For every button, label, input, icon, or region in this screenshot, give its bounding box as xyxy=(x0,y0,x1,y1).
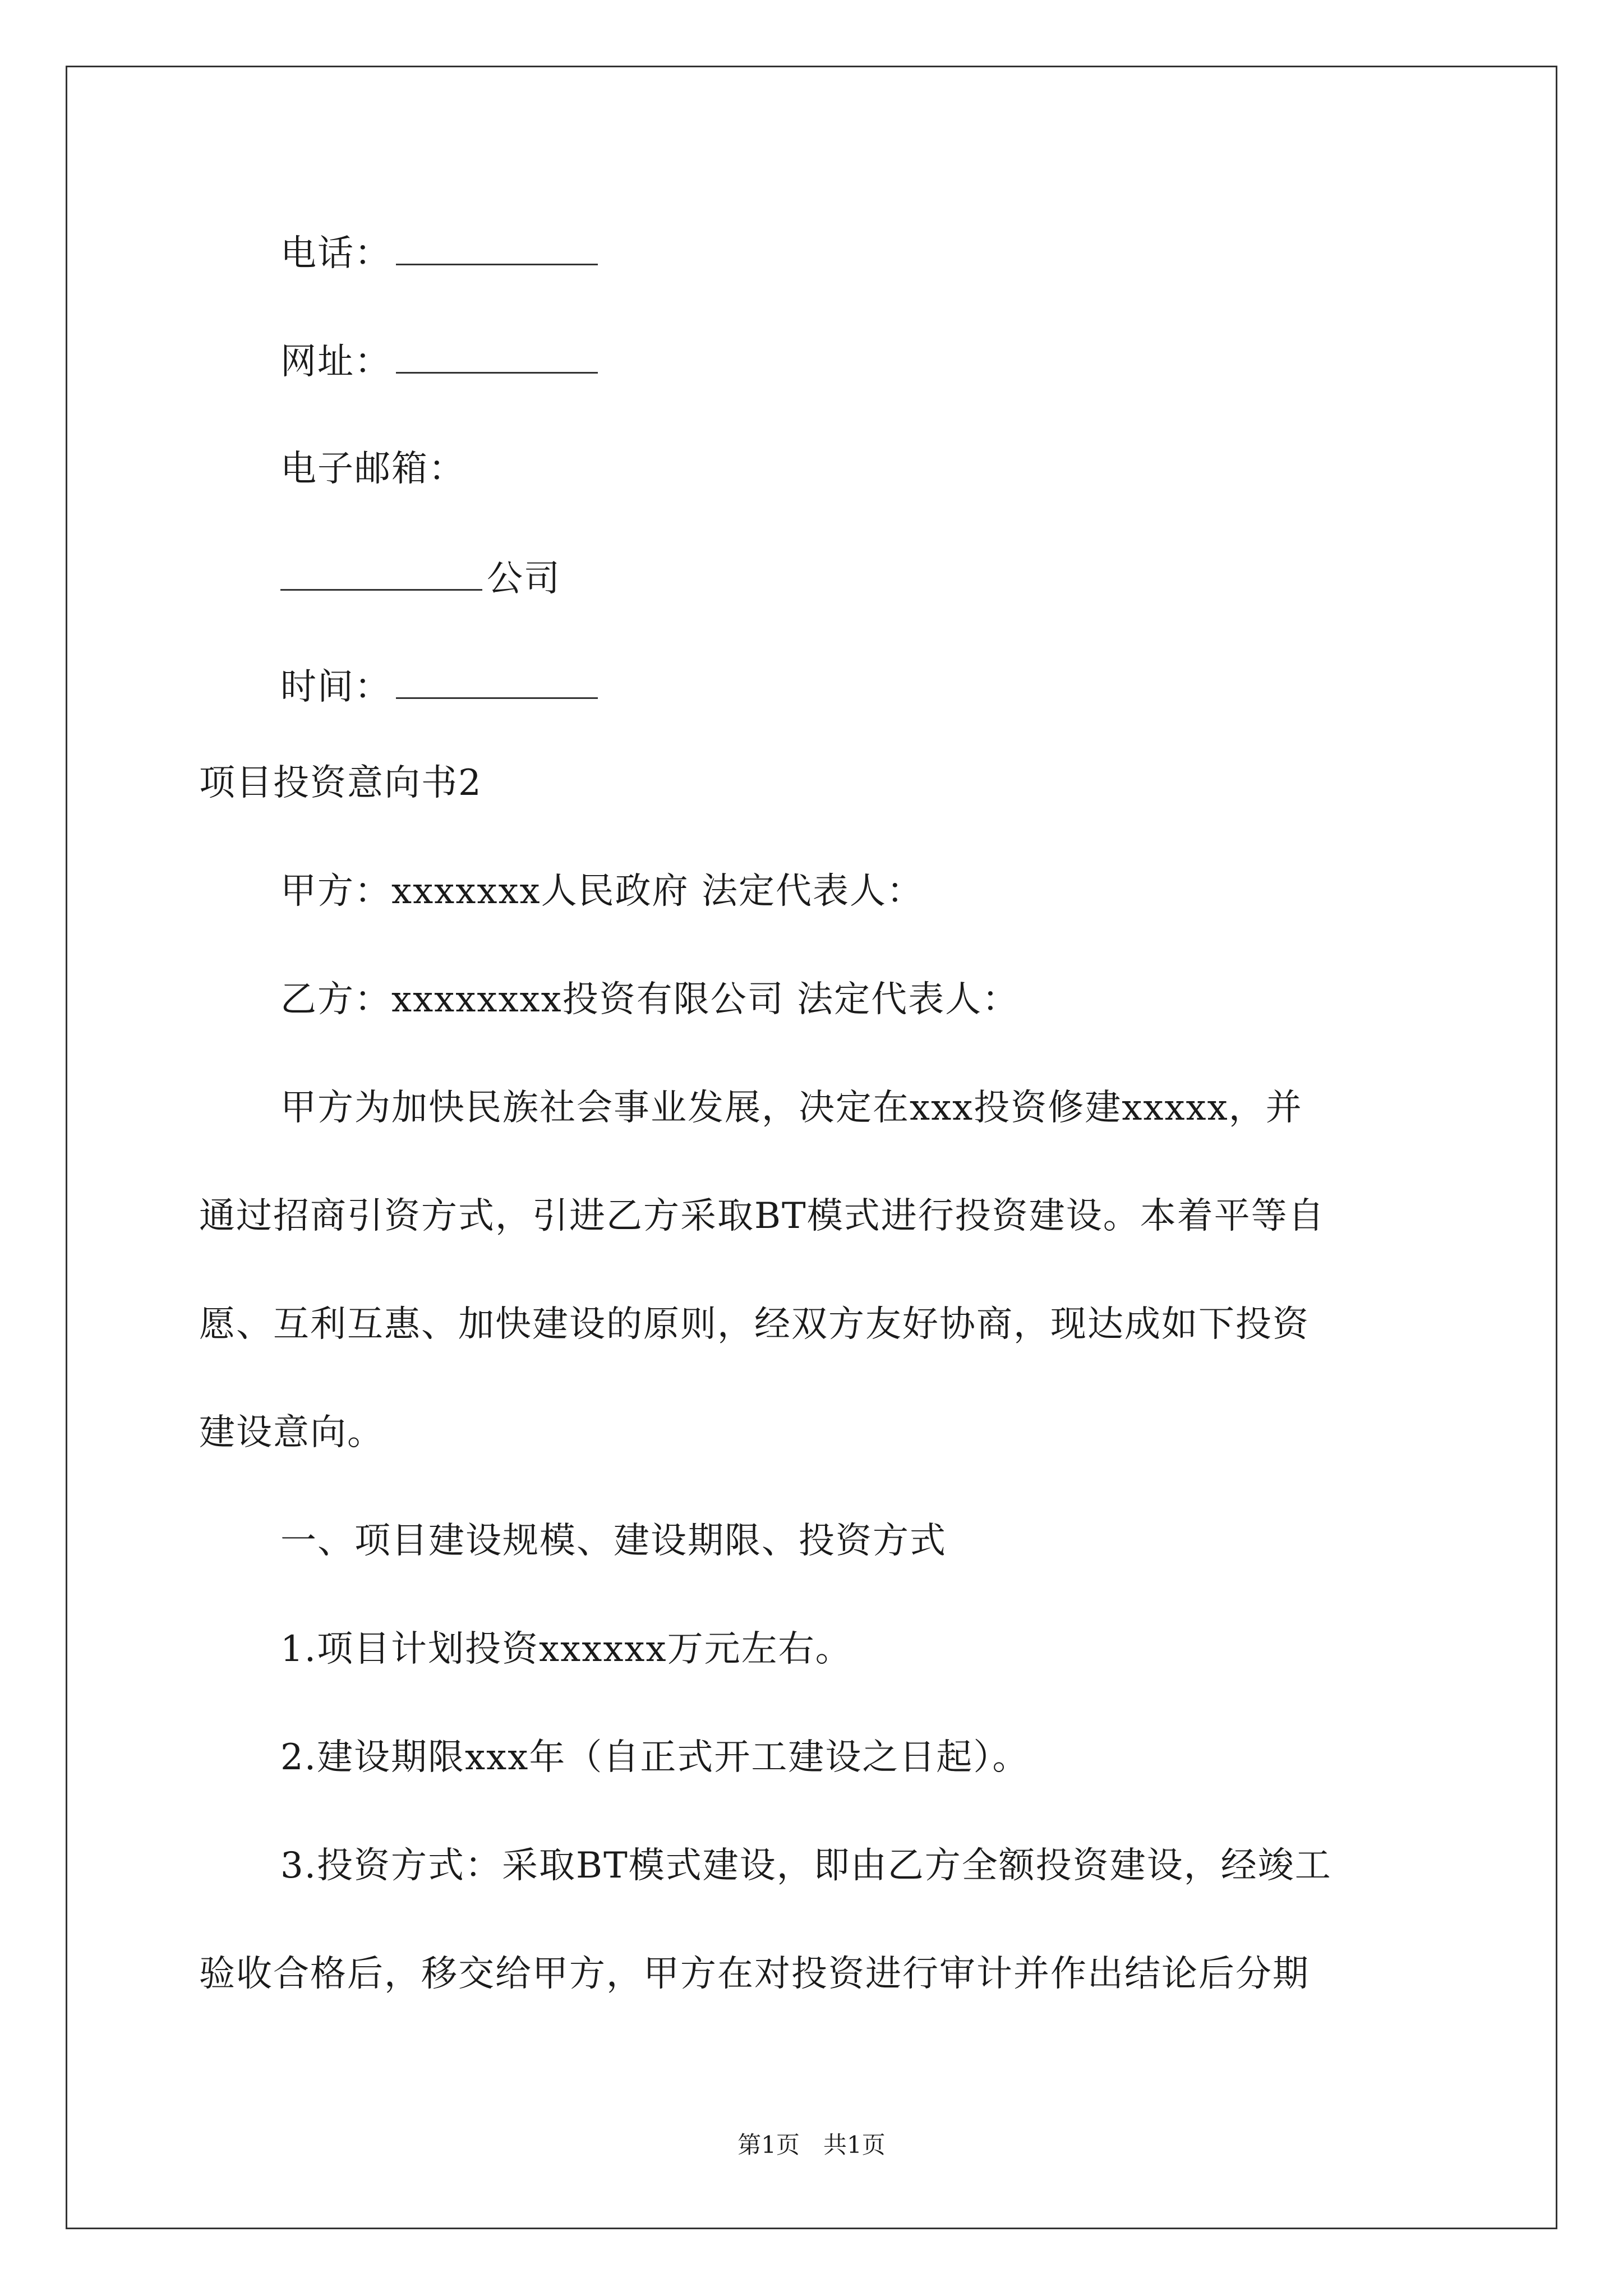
page-border xyxy=(66,66,1557,2229)
intro-line-2: 通过招商引资方式，引进乙方采取BT模式进行投资建设。本着平等自 xyxy=(199,1195,1325,1237)
company-blank xyxy=(280,555,482,591)
email-label: 电子邮箱： xyxy=(280,448,465,490)
company-field xyxy=(280,555,561,601)
item-3-line-1: 3.投资方式：采取BT模式建设，即由乙方全额投资建设，经竣工 xyxy=(280,1845,1332,1887)
time-blank xyxy=(396,664,598,699)
item-1: 1.项目计划投资xxxxxx万元左右。 xyxy=(280,1628,852,1670)
time-label: 时间： xyxy=(280,666,391,708)
item-2: 2.建设期限xxx年（自正式开工建设之日起）。 xyxy=(280,1737,1030,1778)
intro-line-4: 建设意向。 xyxy=(199,1412,384,1453)
time-field xyxy=(280,664,598,710)
intro-line-1: 甲方为加快民族社会事业发展，决定在xxx投资修建xxxxx，并 xyxy=(280,1087,1303,1129)
page-footer: 第1页 共1页 xyxy=(737,2131,886,2159)
section-title: 项目投资意向书2 xyxy=(199,762,482,804)
item-3-line-2: 验收合格后，移交给甲方，甲方在对投资进行审计并作出结论后分期 xyxy=(199,1953,1310,1995)
heading-1: 一、项目建设规模、建设期限、投资方式 xyxy=(280,1520,947,1562)
company-suffix: 公司 xyxy=(487,558,561,600)
intro-line-3: 愿、互利互惠、加快建设的原则，经双方友好协商，现达成如下投资 xyxy=(199,1304,1310,1345)
website-label: 网址： xyxy=(280,341,391,383)
phone-field xyxy=(280,230,598,276)
phone-blank xyxy=(396,230,598,265)
email-field xyxy=(280,447,465,491)
website-blank xyxy=(396,338,598,374)
party-a: 甲方：xxxxxxx人民政府 法定代表人： xyxy=(280,871,924,912)
party-b: 乙方：xxxxxxxx投资有限公司 法定代表人： xyxy=(280,979,1020,1020)
phone-label: 电话： xyxy=(280,233,391,274)
website-field xyxy=(280,338,598,384)
